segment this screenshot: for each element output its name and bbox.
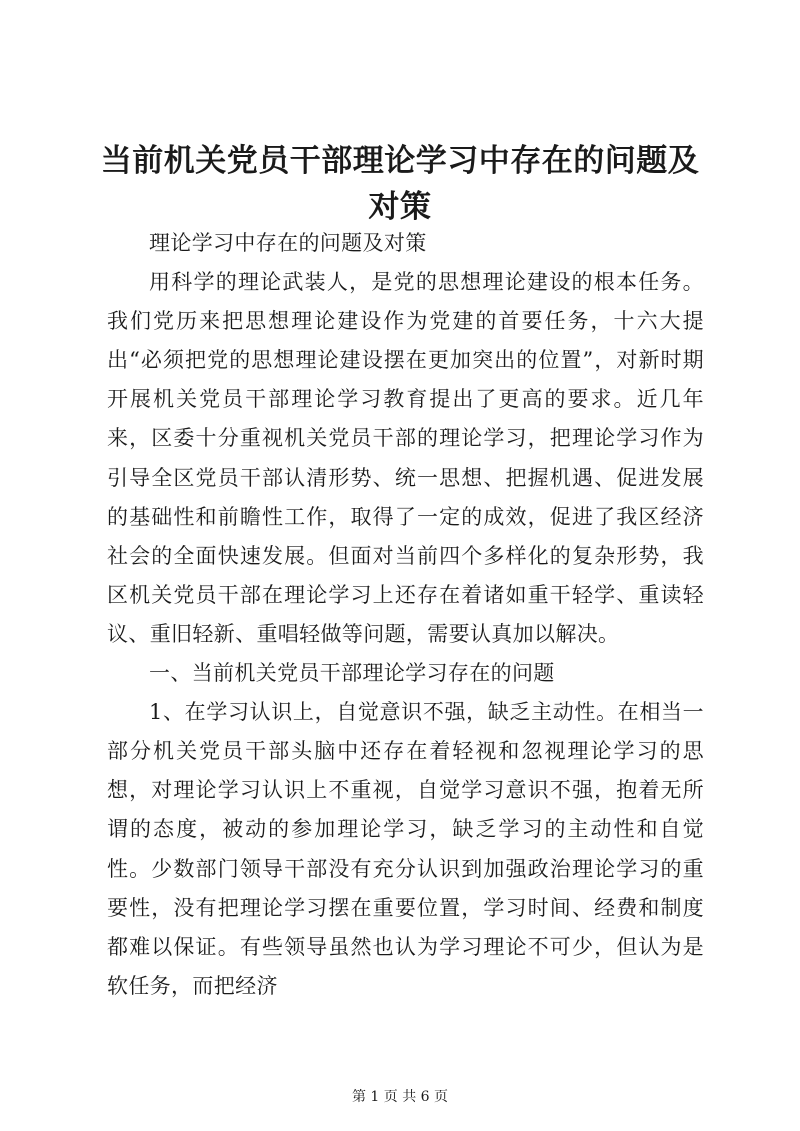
- document-title: 当前机关党员干部理论学习中存在的问题及对策: [100, 143, 700, 225]
- point-one-paragraph: 1、在学习认识上，自觉意识不强，缺乏主动性。在相当一部分机关党员干部头脑中还存在着轻视和忽视理论学习的思想，对理论学习认识上不重视，自觉学习意识不强，抱着无所谓的态度，被动的参加理论学习，缺乏学习的主动性和自觉性。少数部门领导干部没有充分认识到加强政治理论学习的重要性，没有把理论学习摆在重要位置，学习时间、经费和制度都难以保证。有些领导虽然也认为学习理论不可少，但认为是软任务，而把经济: [107, 700, 704, 998]
- page-footer: [0, 1088, 800, 1106]
- section-heading-paragraph: 一、当前机关党员干部理论学习存在的问题: [149, 661, 555, 686]
- intro-paragraph: 用科学的理论武装人，是党的思想理论建设的根本任务。我们党历来把思想理论建设作为党建的首要任务，十六大提出“必须把党的思想理论建设摆在更加突出的位置”，对新时期开展机关党员干部理论学习教育提出了更高的要求。近几年来，区委十分重视机关党员干部的理论学习，把理论学习作为引导全区党员干部认清形势、统一思想、把握机遇、促进发展的基础性和前瞻性工作，取得了一定的成效，促进了我区经济社会的全面快速发展。但面对当前四个多样化的复杂形势，我区机关党员干部在理论学习上还存在着诸如重干轻学、重读轻议、重旧轻新、重唱轻做等问题，需要认真加以解决。: [107, 270, 704, 646]
- document-body: [107, 224, 704, 1006]
- page-number-label: 第 1 页 共 6 页: [351, 1089, 449, 1105]
- subtitle-paragraph: 理论学习中存在的问题及对策: [149, 231, 427, 255]
